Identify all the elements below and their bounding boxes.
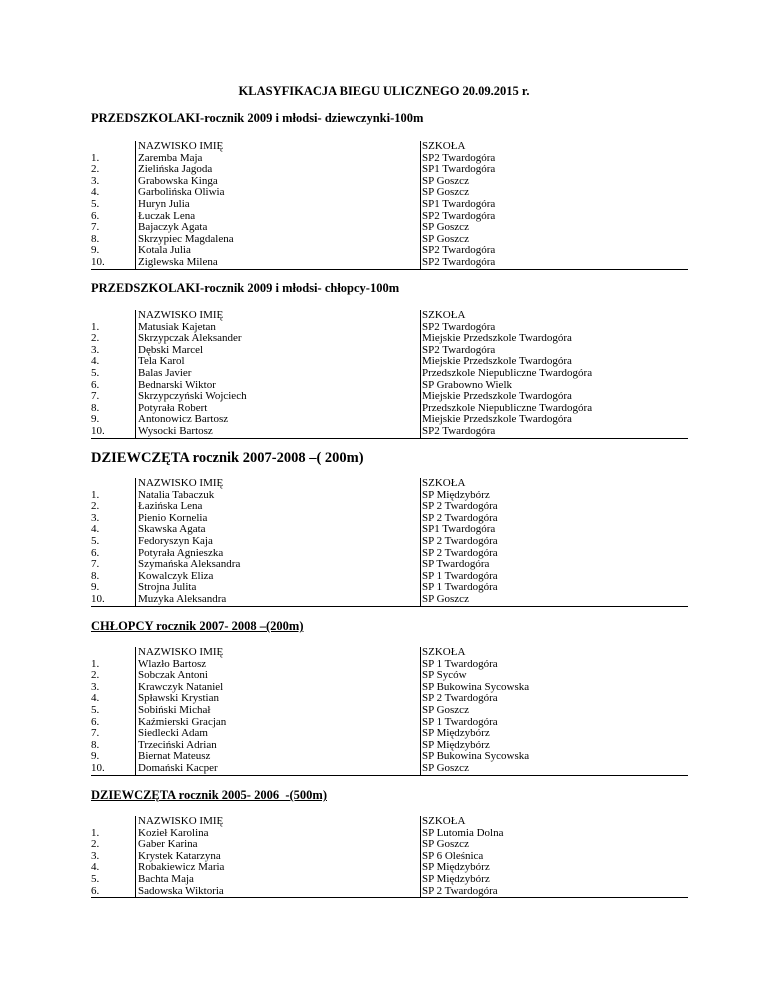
page-title: KLASYFIKACJA BIEGU ULICZNEGO 20.09.2015 r. [238, 84, 530, 98]
school-name: Miejskie Przedszkole Twardogóra [422, 332, 572, 345]
table-border [420, 310, 421, 438]
header-name: NAZWISKO IMIĘ [138, 140, 224, 152]
competitor-name: Sadowska Wiktoria [138, 884, 224, 897]
competitor-name: Krawczyk Nataniel [138, 680, 224, 693]
table-row [91, 874, 688, 886]
place-number: 10. [91, 761, 105, 774]
header-name: NAZWISKO IMIĘ [138, 477, 224, 489]
competitor-name: Strojna Julita [138, 581, 197, 594]
table-row [91, 257, 688, 269]
place-number: 8. [91, 232, 100, 245]
competitor-name: Robakiewicz Maria [138, 861, 225, 874]
competitor-name: Kotala Julia [138, 244, 191, 257]
table-row [91, 763, 688, 775]
competitor-name: Bachta Maja [138, 872, 194, 885]
competitor-name: Ziglewska Milena [138, 255, 218, 268]
table-row [91, 559, 688, 571]
place-number: 5. [91, 197, 100, 210]
table-border [91, 897, 688, 898]
place-number: 4. [91, 355, 100, 368]
school-name: SP 1 Twardogóra [422, 657, 498, 670]
competitor-name: Huryn Julia [138, 197, 190, 210]
header-school: SZKOŁA [422, 140, 466, 152]
table-border [91, 606, 688, 607]
table-row [91, 199, 688, 211]
place-number: 4. [91, 692, 100, 705]
school-name: SP Bukowina Sycowska [422, 750, 530, 763]
table-border [420, 816, 421, 897]
table-border [91, 269, 688, 270]
place-number: 2. [91, 838, 100, 851]
school-name: SP2 Twardogóra [422, 320, 496, 333]
header-school: SZKOŁA [422, 815, 466, 827]
table-header-row [91, 647, 688, 659]
school-name: SP 1 Twardogóra [422, 715, 498, 728]
section-title: DZIEWCZĘTA rocznik 2007-2008 –( 200m) [91, 450, 364, 466]
competitor-name: Sobiński Michał [138, 703, 211, 716]
school-name: SP 2 Twardogóra [422, 511, 498, 524]
competitor-name: Sobczak Antoni [138, 669, 208, 682]
competitor-name: Garbolińska Oliwia [138, 186, 225, 199]
place-number: 10. [91, 592, 105, 605]
competitor-name: Pienio Kornelia [138, 511, 208, 524]
place-number: 7. [91, 558, 100, 571]
table-border [420, 141, 421, 269]
place-number: 6. [91, 546, 100, 559]
school-name: SP 2 Twardogóra [422, 546, 498, 559]
competitor-name: Skrzypiec Magdalena [138, 232, 234, 245]
competitor-name: Szymańska Aleksandra [138, 558, 241, 571]
header-school: SZKOŁA [422, 477, 466, 489]
place-number: 9. [91, 750, 100, 763]
place-number: 8. [91, 569, 100, 582]
table-border [420, 478, 421, 606]
school-name: SP2 Twardogóra [422, 151, 496, 164]
school-name: SP Goszcz [422, 174, 469, 187]
competitor-name: Zielińska Jagoda [138, 163, 213, 176]
table-border [135, 647, 136, 775]
place-number: 1. [91, 488, 100, 501]
competitor-name: Wysocki Bartosz [138, 424, 213, 437]
school-name: SP Twardogóra [422, 558, 490, 571]
place-number: 10. [91, 424, 105, 437]
header-name: NAZWISKO IMIĘ [138, 815, 224, 827]
competitor-name: Skrzypczak Aleksander [138, 332, 242, 345]
school-name: SP2 Twardogóra [422, 255, 496, 268]
school-name: Miejskie Przedszkole Twardogóra [422, 390, 572, 403]
place-number: 5. [91, 366, 100, 379]
school-name: SP Grabowno Wielk [422, 378, 512, 391]
school-name: SP 1 Twardogóra [422, 581, 498, 594]
table-row [91, 426, 688, 438]
place-number: 1. [91, 657, 100, 670]
section-title: PRZEDSZKOLAKI-rocznik 2009 i młodsi- chłopcy-100m [91, 281, 400, 295]
place-number: 7. [91, 727, 100, 740]
section-title: DZIEWCZĘTA rocznik 2005- 2006_-(500m) [91, 788, 327, 802]
place-number: 4. [91, 186, 100, 199]
competitor-name: Gaber Karina [138, 838, 198, 851]
place-number: 3. [91, 511, 100, 524]
place-number: 9. [91, 244, 100, 257]
place-number: 3. [91, 174, 100, 187]
school-name: SP Goszcz [422, 838, 469, 851]
school-name: SP Międzybórz [422, 861, 490, 874]
competitor-name: Skrzypczyński Wojciech [138, 390, 247, 403]
competitor-name: Potyrała Robert [138, 401, 208, 414]
competitor-name: Biernat Mateusz [138, 750, 211, 763]
table-border [91, 775, 688, 776]
school-name: SP 2 Twardogóra [422, 500, 498, 513]
table-border [420, 647, 421, 775]
results-table [91, 141, 688, 269]
competitor-name: Bednarski Wiktor [138, 378, 216, 391]
competitor-name: Fedoryszyn Kaja [138, 534, 213, 547]
competitor-name: Bajaczyk Agata [138, 221, 208, 234]
results-table [91, 647, 688, 775]
school-name: Przedszkole Niepubliczne Twardogóra [422, 366, 593, 379]
competitor-name: Krystek Katarzyna [138, 849, 221, 862]
school-name: SP Międzybórz [422, 488, 490, 501]
place-number: 5. [91, 703, 100, 716]
table-border [135, 478, 136, 606]
place-number: 10. [91, 255, 105, 268]
place-number: 2. [91, 163, 100, 176]
school-name: SP Goszcz [422, 221, 469, 234]
school-name: SP2 Twardogóra [422, 244, 496, 257]
competitor-name: Tela Karol [138, 355, 185, 368]
table-header-row [91, 310, 688, 322]
school-name: SP2 Twardogóra [422, 424, 496, 437]
place-number: 7. [91, 221, 100, 234]
place-number: 6. [91, 715, 100, 728]
school-name: SP Goszcz [422, 761, 469, 774]
school-name: SP 2 Twardogóra [422, 884, 498, 897]
table-row [91, 728, 688, 740]
place-number: 1. [91, 151, 100, 164]
place-number: 3. [91, 849, 100, 862]
header-school: SZKOŁA [422, 646, 466, 658]
table-header-row [91, 141, 688, 153]
place-number: 8. [91, 401, 100, 414]
school-name: SP1 Twardogóra [422, 163, 496, 176]
place-number: 2. [91, 669, 100, 682]
school-name: SP 6 Oleśnica [422, 849, 484, 862]
place-number: 3. [91, 680, 100, 693]
school-name: SP Goszcz [422, 703, 469, 716]
table-row [91, 594, 688, 606]
school-name: Miejskie Przedszkole Twardogóra [422, 413, 572, 426]
school-name: SP Goszcz [422, 232, 469, 245]
competitor-name: Muzyka Aleksandra [138, 592, 227, 605]
school-name: SP Międzybórz [422, 727, 490, 740]
section-title: CHŁOPCY rocznik 2007- 2008 –(200m) [91, 619, 304, 633]
table-row [91, 886, 688, 898]
place-number: 6. [91, 209, 100, 222]
place-number: 5. [91, 872, 100, 885]
competitor-name: Trzeciński Adrian [138, 738, 217, 751]
competitor-name: Potyrała Agnieszka [138, 546, 224, 559]
competitor-name: Spławski Krystian [138, 692, 219, 705]
table-header-row [91, 816, 688, 828]
competitor-name: Skawska Agata [138, 523, 206, 536]
school-name: SP1 Twardogóra [422, 523, 496, 536]
table-header-row [91, 478, 688, 490]
school-name: SP Międzybórz [422, 738, 490, 751]
table-border [91, 438, 688, 439]
school-name: SP Bukowina Sycowska [422, 680, 530, 693]
place-number: 9. [91, 581, 100, 594]
place-number: 7. [91, 390, 100, 403]
school-name: SP2 Twardogóra [422, 209, 496, 222]
competitor-name: Łazińska Lena [138, 500, 203, 513]
place-number: 2. [91, 332, 100, 345]
place-number: 3. [91, 343, 100, 356]
table-border [135, 816, 136, 897]
place-number: 5. [91, 534, 100, 547]
competitor-name: Antonowicz Bartosz [138, 413, 229, 426]
header-name: NAZWISKO IMIĘ [138, 646, 224, 658]
place-number: 1. [91, 826, 100, 839]
school-name: SP1 Twardogóra [422, 197, 496, 210]
table-row [91, 536, 688, 548]
school-name: SP 1 Twardogóra [422, 569, 498, 582]
competitor-name: Łuczak Lena [138, 209, 196, 222]
table-border [135, 141, 136, 269]
competitor-name: Kaźmierski Gracjan [138, 715, 227, 728]
table-border [135, 310, 136, 438]
competitor-name: Domański Kacper [138, 761, 218, 774]
competitor-name: Matusiak Kajetan [138, 320, 216, 333]
place-number: 6. [91, 378, 100, 391]
place-number: 6. [91, 884, 100, 897]
place-number: 2. [91, 500, 100, 513]
place-number: 1. [91, 320, 100, 333]
competitor-name: Kowalczyk Eliza [138, 569, 214, 582]
school-name: Przedszkole Niepubliczne Twardogóra [422, 401, 593, 414]
competitor-name: Zaremba Maja [138, 151, 203, 164]
table-row [91, 368, 688, 380]
school-name: SP 2 Twardogóra [422, 534, 498, 547]
school-name: SP Goszcz [422, 186, 469, 199]
competitor-name: Balas Javier [138, 366, 192, 379]
place-number: 9. [91, 413, 100, 426]
competitor-name: Wlazło Bartosz [138, 657, 207, 670]
header-name: NAZWISKO IMIĘ [138, 309, 224, 321]
place-number: 4. [91, 523, 100, 536]
table-row [91, 705, 688, 717]
competitor-name: Kozieł Karolina [138, 826, 209, 839]
school-name: SP2 Twardogóra [422, 343, 496, 356]
competitor-name: Natalia Tabaczuk [138, 488, 215, 501]
table-row [91, 391, 688, 403]
results-table [91, 478, 688, 606]
school-name: SP Syców [422, 669, 467, 682]
school-name: Miejskie Przedszkole Twardogóra [422, 355, 572, 368]
section-title: PRZEDSZKOLAKI-rocznik 2009 i młodsi- dziewczynki-100m [91, 111, 424, 125]
place-number: 4. [91, 861, 100, 874]
school-name: SP 2 Twardogóra [422, 692, 498, 705]
place-number: 8. [91, 738, 100, 751]
competitor-name: Dębski Marcel [138, 343, 204, 356]
competitor-name: Siedlecki Adam [138, 727, 208, 740]
table-row [91, 222, 688, 234]
school-name: SP Lutomia Dolna [422, 826, 504, 839]
results-table [91, 310, 688, 438]
header-school: SZKOŁA [422, 309, 466, 321]
school-name: SP Goszcz [422, 592, 469, 605]
school-name: SP Międzybórz [422, 872, 490, 885]
results-table [91, 816, 688, 897]
competitor-name: Grabowska Kinga [138, 174, 218, 187]
